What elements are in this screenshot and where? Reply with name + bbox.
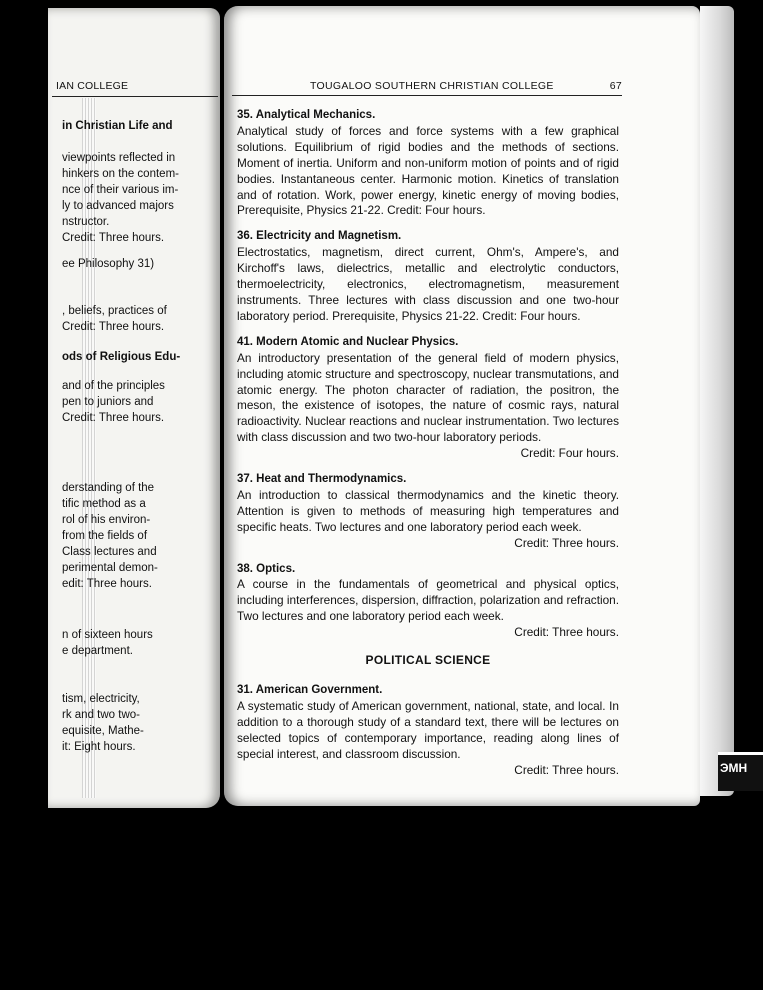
left-text-fragment: viewpoints reflected in (62, 152, 176, 164)
left-text-fragment: and of the principles (62, 380, 165, 392)
left-page (48, 8, 220, 808)
course-title: 37. Heat and Thermodynamics. (237, 473, 407, 486)
course-description: Electrostatics, magnetism, direct current, Ohm's, Ampere's, and Kirchoff's laws, dielectrics, metallic and electrolytic conductors, thermoelectricity, electronics, electromagnetism, measurement instruments. Three lectures with class discussion and one two-hour laboratory period. Prerequisite, Physics 21-22. Credit: Four hours. (237, 245, 619, 323)
course-entry (237, 335, 619, 462)
left-text-fragment: nce of their various im- (62, 184, 179, 196)
left-text-fragment: hinkers on the contem- (62, 168, 179, 180)
course-title: 35. Analytical Mechanics. (237, 109, 376, 121)
course-description: A course in the fundamentals of geometrical and physical optics, including interferences, dispersion, diffraction, polarization and refraction. Two lectures and one laboratory period each week. (237, 577, 619, 624)
course-credit: Credit: Three hours. (514, 762, 619, 777)
left-header-rule (52, 96, 218, 97)
course-entry (237, 683, 619, 778)
physics-course-list (237, 108, 619, 641)
course-description: Analytical study of forces and force systems with a few graphical solutions. Equilibrium of rigid bodies and the methods of sections. Moment of inertia. Uniform and non-uniform motion of points and of rigid bodies. Instantaneous center. Harmonic motion. Kinetics of translation and of rotation. Work, power energy, kinetic energy of moving bodies, Prerequisite, Physics 21-22. Credit: Four hours. (237, 123, 619, 218)
page-edge (700, 6, 734, 796)
left-text-fragment: ee Philosophy 31) (62, 258, 155, 270)
left-text-fragment: edit: Three hours. (62, 578, 152, 590)
left-text-fragment: derstanding of the (62, 482, 155, 494)
page-number: 67 (609, 80, 622, 92)
course-credit: Credit: Four hours. (520, 446, 619, 461)
page-content (237, 108, 619, 788)
left-text-fragment: nstructor. (62, 216, 110, 228)
course-title: 38. Optics. (237, 562, 296, 575)
left-page-header: IAN COLLEGE (56, 80, 129, 92)
course-credit: Credit: Three hours. (514, 625, 619, 640)
left-text-fragment: it: Eight hours. (62, 741, 136, 753)
edge-tab (718, 752, 763, 791)
course-title: 36. Electricity and Magnetism. (237, 230, 402, 243)
section-heading: POLITICAL SCIENCE (365, 653, 491, 668)
left-text-fragment: Credit: Three hours. (62, 412, 165, 424)
left-text-fragment: Class lectures and (62, 546, 157, 558)
left-text-fragment: rol of his environ- (62, 514, 151, 526)
left-text-fragment: Credit: Three hours. (62, 321, 165, 333)
left-text-fragment: perimental demon- (62, 562, 158, 574)
left-text-fragment: equisite, Mathe- (62, 725, 144, 737)
edge-tab-text: ЭМН (720, 761, 748, 775)
left-text-fragment: pen to juniors and (62, 396, 154, 408)
running-header (232, 80, 622, 94)
left-text-fragment: e department. (62, 645, 133, 657)
course-description: An introduction to classical thermodynamics and the kinetic theory. Attention is given to methods of measuring high temperatures and specific heats. Two lectures and one laboratory period each week. (237, 487, 619, 534)
left-text-fragment: n of sixteen hours (62, 629, 153, 641)
course-title: 41. Modern Atomic and Nuclear Physics. (237, 335, 459, 348)
course-title: 31. American Government. (237, 684, 383, 696)
left-text-fragment: tism, electricity, (62, 693, 140, 705)
course-credit: Credit: Three hours. (514, 535, 619, 550)
political-science-course-list (237, 683, 619, 778)
course-entry (237, 562, 619, 642)
running-header-title: TOUGALOO SOUTHERN CHRISTIAN COLLEGE (310, 80, 554, 92)
left-text-fragment: in Christian Life and (62, 120, 173, 132)
course-entry (237, 229, 619, 324)
left-text-fragment: tific method as a (62, 498, 146, 510)
left-text-fragment: ods of Religious Edu- (62, 351, 181, 363)
header-rule (232, 95, 622, 96)
course-entry (237, 472, 619, 552)
course-entry (237, 108, 619, 219)
course-description: A systematic study of American government, national, state, and local. In addition to a thorough study of a standard text, there will be lectures on selected topics of contemporary importance, reading along lines of special interest, and classroom discussion. (237, 698, 619, 761)
left-text-fragment: Credit: Three hours. (62, 232, 165, 244)
left-text-fragment: rk and two two- (62, 709, 140, 721)
left-text-fragment: , beliefs, practices of (62, 305, 167, 317)
left-text-fragment: ly to advanced majors (62, 200, 174, 212)
left-text-fragment: from the fields of (62, 530, 148, 542)
course-description: An introductory presentation of the general field of modern physics, including atomic structure and spectroscopy, nuclear transmutations, and atomic energy. The photon character of radiation, the positron, the meson, the existence of isotopes, the nature of cosmic rays, natural radioactivity. Nuclear reactions and nuclear instrumentation. Two lectures with class discussion and two two-hour laboratory periods. (237, 350, 619, 445)
